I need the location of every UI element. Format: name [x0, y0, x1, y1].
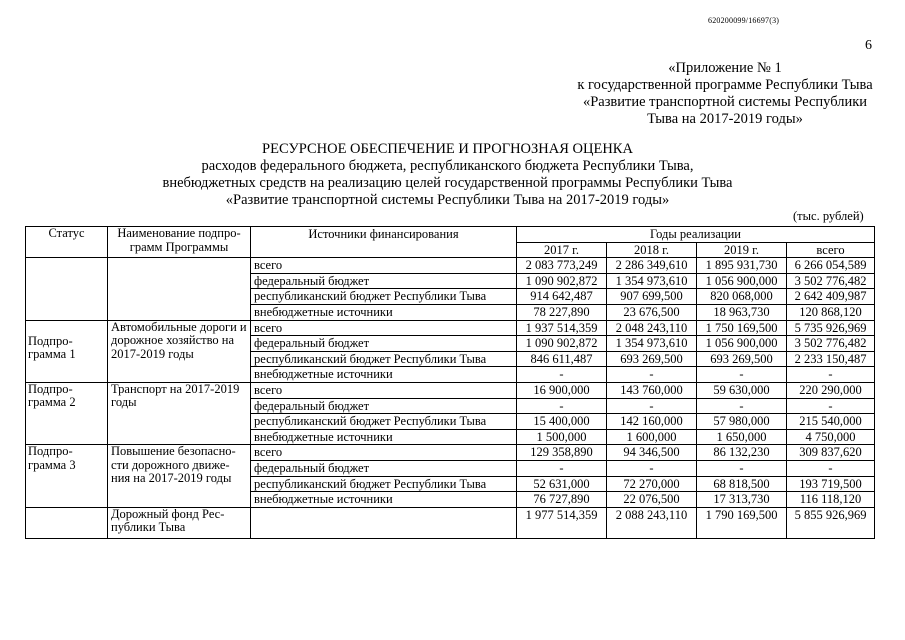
- value-2019: -: [697, 460, 787, 476]
- value-2017: 914 642,487: [517, 289, 607, 305]
- header-2018: 2018 г.: [607, 242, 697, 258]
- value-2017: 1 937 514,359: [517, 320, 607, 336]
- status-cell: [26, 507, 108, 538]
- source-cell: внебюджетные источники: [251, 429, 517, 445]
- value-total: 193 719,500: [787, 476, 875, 492]
- title-line: РЕСУРСНОЕ ОБЕСПЕЧЕНИЕ И ПРОГНОЗНАЯ ОЦЕНКА: [262, 141, 633, 157]
- table-row: [26, 382, 875, 398]
- value-2018: 142 160,000: [607, 414, 697, 430]
- value-2019: -: [697, 367, 787, 383]
- appendix-line: Тыва на 2017-2019 годы»: [647, 111, 803, 127]
- source-cell: республиканский бюджет Республики Тыва: [251, 351, 517, 367]
- value-2017: 1 500,000: [517, 429, 607, 445]
- value-2019: 59 630,000: [697, 382, 787, 398]
- value-total: -: [787, 398, 875, 414]
- appendix-line: к государственной программе Республики Тыва: [577, 77, 873, 93]
- value-2018: 693 269,500: [607, 351, 697, 367]
- title-line: внебюджетных средств на реализацию целей государственной программы Республики Тыва: [162, 175, 733, 191]
- value-total: 2 233 150,487: [787, 351, 875, 367]
- value-2018: -: [607, 367, 697, 383]
- resource-table: [25, 226, 875, 539]
- value-2017: 76 727,890: [517, 492, 607, 508]
- source-cell: республиканский бюджет Республики Тыва: [251, 476, 517, 492]
- value-2017: 846 611,487: [517, 351, 607, 367]
- document-number: 620200099/16697(3): [708, 16, 780, 25]
- value-total: 3 502 776,482: [787, 336, 875, 352]
- header-name: Наименование подпро-грамм Программы: [108, 227, 251, 258]
- appendix-line: «Развитие транспортной системы Республики: [582, 94, 868, 110]
- value-2018: 907 699,500: [607, 289, 697, 305]
- value-2018: 1 600,000: [607, 429, 697, 445]
- source-cell: внебюджетные источники: [251, 304, 517, 320]
- header-2019: 2019 г.: [697, 242, 787, 258]
- header-row: [26, 227, 875, 243]
- subprogram-name-cell: Автомобильные дороги и дорожное хозяйство на 2017-2019 годы: [108, 320, 251, 382]
- status-cell: [26, 320, 108, 382]
- value-2018: -: [607, 460, 697, 476]
- value-2018: 1 354 973,610: [607, 336, 697, 352]
- value-2019: 17 313,730: [697, 492, 787, 508]
- status-cell: Подпро-грамма 3: [26, 445, 108, 507]
- value-2019: 1 750 169,500: [697, 320, 787, 336]
- value-2018: 22 076,500: [607, 492, 697, 508]
- source-cell: республиканский бюджет Республики Тыва: [251, 414, 517, 430]
- source-cell: всего: [251, 382, 517, 398]
- value-2017: 129 358,890: [517, 445, 607, 461]
- value-2017: 1 090 902,872: [517, 336, 607, 352]
- source-cell: федеральный бюджет: [251, 398, 517, 414]
- source-cell: федеральный бюджет: [251, 336, 517, 352]
- source-cell: внебюджетные источники: [251, 492, 517, 508]
- source-cell: [251, 507, 517, 538]
- value-total: -: [787, 460, 875, 476]
- status-cell: [26, 258, 108, 320]
- value-2018: 1 354 973,610: [607, 273, 697, 289]
- source-cell: всего: [251, 320, 517, 336]
- value-2018: 2 286 349,610: [607, 258, 697, 274]
- value-2019: 57 980,000: [697, 414, 787, 430]
- header-total: всего: [787, 242, 875, 258]
- value-2019: 68 818,500: [697, 476, 787, 492]
- value-2017: 2 083 773,249: [517, 258, 607, 274]
- value-2017: 52 631,000: [517, 476, 607, 492]
- value-2018: 2 048 243,110: [607, 320, 697, 336]
- value-2019: 693 269,500: [697, 351, 787, 367]
- value-2017: -: [517, 367, 607, 383]
- source-cell: всего: [251, 445, 517, 461]
- value-2017: 1 977 514,359: [517, 507, 607, 538]
- value-2019: 1 790 169,500: [697, 507, 787, 538]
- subprogram-name-cell: Повышение безопасно-сти дорожного движе-ния на 2017-2019 годы: [108, 445, 251, 507]
- value-total: 5 735 926,969: [787, 320, 875, 336]
- value-total: 3 502 776,482: [787, 273, 875, 289]
- value-2019: 86 132,230: [697, 445, 787, 461]
- value-total: 116 118,120: [787, 492, 875, 508]
- status-text: Подпро-грамма 1: [28, 333, 76, 362]
- header-2017: 2017 г.: [517, 242, 607, 258]
- source-cell: федеральный бюджет: [251, 460, 517, 476]
- source-cell: республиканский бюджет Республики Тыва: [251, 289, 517, 305]
- table-row: [26, 258, 875, 274]
- source-cell: внебюджетные источники: [251, 367, 517, 383]
- table-row: [26, 445, 875, 461]
- header-source: Источники финансирования: [251, 227, 517, 258]
- value-2019: 820 068,000: [697, 289, 787, 305]
- value-total: 6 266 054,589: [787, 258, 875, 274]
- value-total: 5 855 926,969: [787, 507, 875, 538]
- document-title: [100, 141, 795, 209]
- value-2019: 1 895 931,730: [697, 258, 787, 274]
- value-2018: 2 088 243,110: [607, 507, 697, 538]
- value-2017: 78 227,890: [517, 304, 607, 320]
- page-number: 6: [865, 38, 872, 53]
- value-2018: 143 760,000: [607, 382, 697, 398]
- source-cell: федеральный бюджет: [251, 273, 517, 289]
- title-line: расходов федерального бюджета, республиканского бюджета Республики Тыва,: [201, 158, 694, 174]
- value-total: 215 540,000: [787, 414, 875, 430]
- value-2017: -: [517, 398, 607, 414]
- value-total: 120 868,120: [787, 304, 875, 320]
- value-2017: 15 400,000: [517, 414, 607, 430]
- subprogram-name-cell: [108, 258, 251, 320]
- value-2018: -: [607, 398, 697, 414]
- units-label: (тыс. рублей): [793, 209, 864, 223]
- value-total: 4 750,000: [787, 429, 875, 445]
- title-line: «Развитие транспортной системы Республики Тыва на 2017-2019 годы»: [225, 192, 670, 208]
- value-2019: 18 963,730: [697, 304, 787, 320]
- value-2017: 1 090 902,872: [517, 273, 607, 289]
- value-2017: -: [517, 460, 607, 476]
- table-row: [26, 507, 875, 538]
- header-status: Статус: [26, 227, 108, 258]
- value-2019: -: [697, 398, 787, 414]
- source-cell: всего: [251, 258, 517, 274]
- appendix-line: «Приложение № 1: [668, 60, 782, 76]
- value-2019: 1 650,000: [697, 429, 787, 445]
- value-2019: 1 056 900,000: [697, 273, 787, 289]
- value-2019: 1 056 900,000: [697, 336, 787, 352]
- value-total: 220 290,000: [787, 382, 875, 398]
- value-total: 309 837,620: [787, 445, 875, 461]
- value-2017: 16 900,000: [517, 382, 607, 398]
- header-years: Годы реализации: [517, 227, 875, 243]
- value-2018: 94 346,500: [607, 445, 697, 461]
- value-2018: 23 676,500: [607, 304, 697, 320]
- value-total: -: [787, 367, 875, 383]
- value-2018: 72 270,000: [607, 476, 697, 492]
- subprogram-name-cell: Дорожный фонд Рес-публики Тыва: [108, 507, 251, 538]
- subprogram-name-cell: Транспорт на 2017-2019 годы: [108, 382, 251, 444]
- table-row: [26, 320, 875, 336]
- appendix-caption: [540, 60, 905, 128]
- value-total: 2 642 409,987: [787, 289, 875, 305]
- status-cell: Подпро-грамма 2: [26, 382, 108, 444]
